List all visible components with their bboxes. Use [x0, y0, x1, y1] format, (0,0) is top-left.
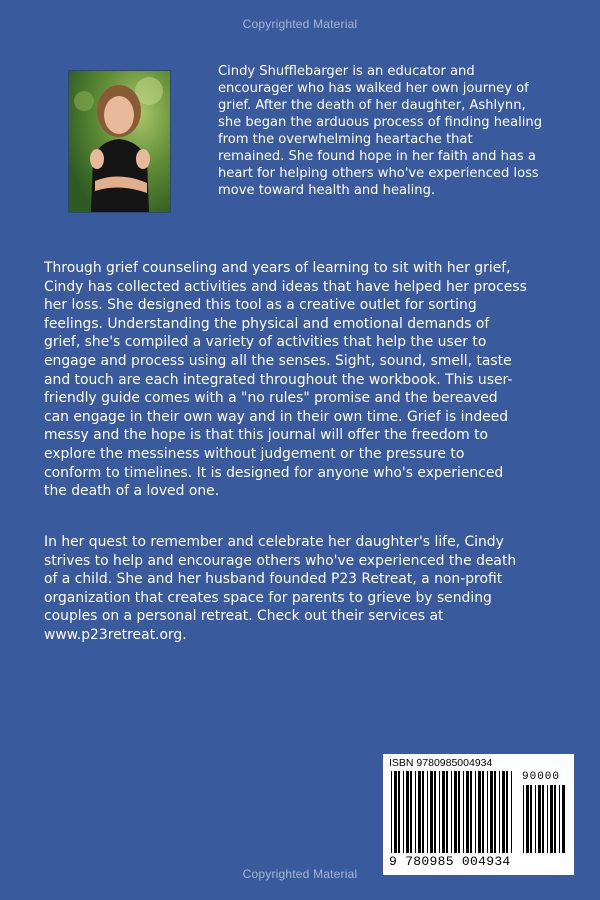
barcode-bar — [490, 771, 493, 853]
barcode-bar — [526, 785, 529, 853]
barcode-bar — [439, 771, 440, 853]
barcode-bar — [550, 785, 553, 853]
barcode-bar — [398, 771, 400, 853]
isbn-barcode — [383, 754, 574, 875]
isbn-label: ISBN 9780985004934 — [389, 757, 493, 769]
barcode-bar — [502, 771, 505, 853]
barcode-bar — [430, 771, 433, 853]
barcode-bar — [446, 771, 448, 853]
barcode-bar — [451, 771, 452, 853]
book-description-paragraph: Through grief counseling and years of learning to sit with her grief, Cindy has collected activities and ideas that have helped her process her loss. She designed this tool as a creative outlet for sorting feelings. Understanding the physical and emotional demands of grief, she's compiled a variety of activities that help the user to engage and process using all the senses. Sight, sound, smell, taste and touch are each integrated throughout the workbook. This user- friendly guide comes with a "no rules" promise and the bereaved can engage in their own way and in their own time. Grief is indeed messy and the hope is that this journal will offer the freedom to explore the messiness without judgement or the pressure to conform to timelines. It is designed for anyone who's experienced the death of a loved one. — [44, 260, 527, 500]
barcode-bar — [458, 771, 460, 853]
barcode-bar — [535, 785, 536, 853]
barcode-bar — [406, 771, 409, 853]
barcode-bar — [494, 771, 496, 853]
barcode-bar — [434, 771, 436, 853]
barcode-digits: 9 780985 004934 — [389, 854, 511, 869]
author-bio: Cindy Shufflebarger is an educator and encourager who has walked her own journey of grief. After the death of her daughter, Ashlynn, she began the arduous process of finding healing from the overwhelming heartache that remained. She found hope in her faith and has a heart for helping others who've experienced loss move toward health and healing. — [218, 64, 543, 198]
barcode-bar — [442, 771, 445, 853]
barcode-bar — [470, 771, 472, 853]
barcode-bar — [475, 771, 476, 853]
barcode-bar — [454, 771, 457, 853]
barcode-bar — [487, 771, 488, 853]
author-photo-image — [69, 71, 170, 212]
barcode-bar — [391, 771, 392, 853]
barcode-bar — [403, 771, 404, 853]
barcode-bar — [506, 771, 508, 853]
barcode-bar — [562, 785, 565, 853]
barcode-bar — [559, 785, 560, 853]
barcode-bar — [530, 785, 532, 853]
author-mission-paragraph: In her quest to remember and celebrate her daughter's life, Cindy strives to help and encourage others who've experienced the death of a child. She and her husband founded P23 Retreat, a non-profit organization that creates space for parents to grieve by sending couples on a personal retreat. Check out their services at www.p23retreat.org. — [44, 534, 517, 643]
barcode-bar — [418, 771, 421, 853]
barcode-bar — [538, 785, 541, 853]
barcode-bar — [542, 785, 544, 853]
barcode-bar — [523, 785, 524, 853]
barcode-bar — [547, 785, 548, 853]
price-code: 90000 — [522, 771, 561, 783]
barcode-bar — [499, 771, 500, 853]
barcode-bar — [394, 771, 397, 853]
barcode-bar — [511, 771, 512, 853]
barcode-bar — [422, 771, 424, 853]
barcode-bar — [478, 771, 481, 853]
barcode-bar — [427, 771, 428, 853]
barcode-bar — [554, 785, 556, 853]
barcode-bar — [415, 771, 416, 853]
barcode-bar — [466, 771, 469, 853]
copyright-watermark-top: Copyrighted Material — [242, 17, 358, 31]
copyright-watermark-bottom: Copyrighted Material — [242, 867, 358, 881]
barcode-bar — [463, 771, 464, 853]
author-photo — [68, 70, 171, 213]
barcode-bar — [482, 771, 484, 853]
barcode-bar — [410, 771, 412, 853]
